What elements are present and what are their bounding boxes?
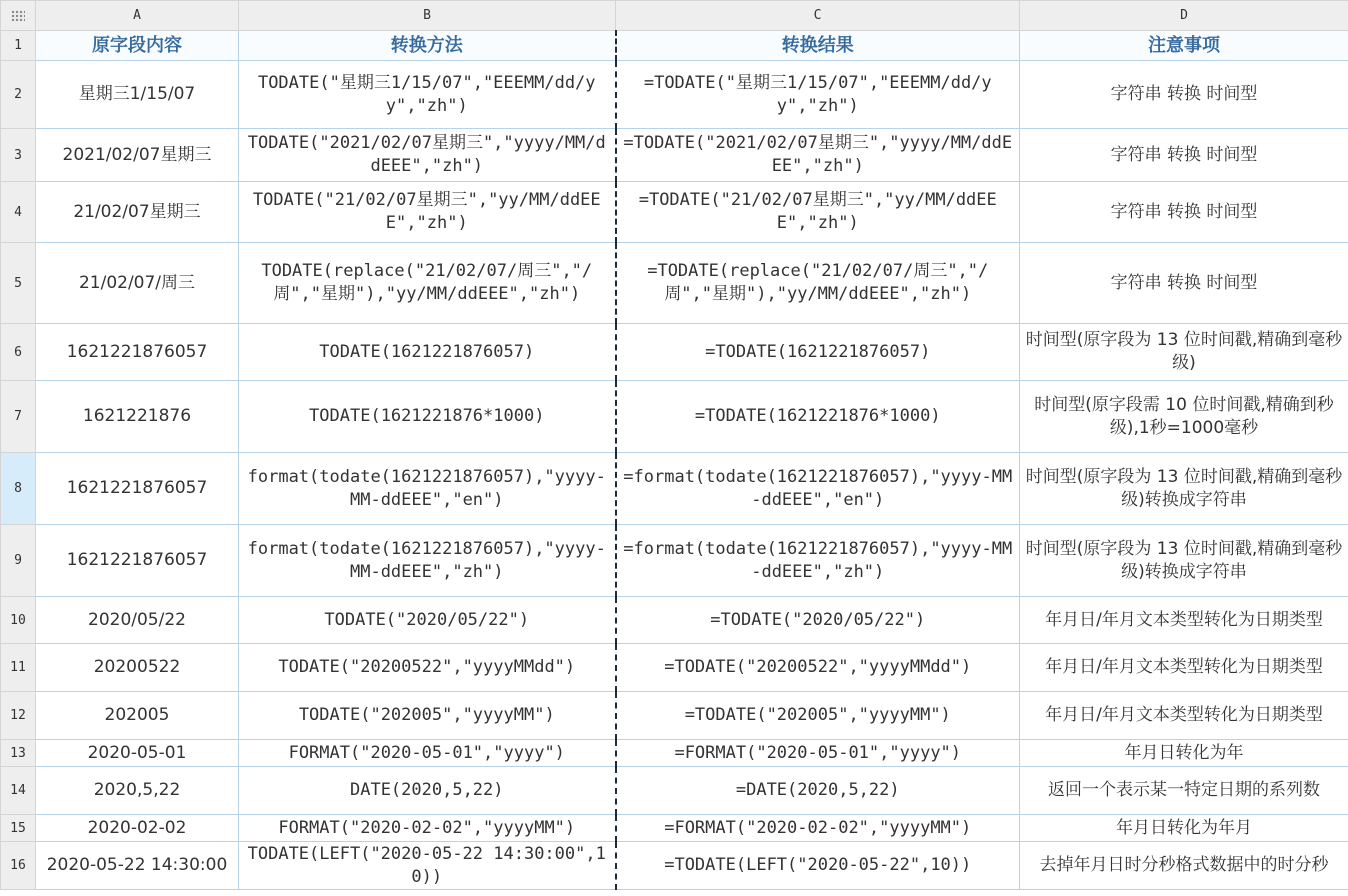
table-row (1, 243, 1348, 324)
cell-method[interactable]: TODATE(replace("21/02/07/周三","/周","星期"),"yy/MM/ddEEE","zh") (239, 243, 616, 324)
cell-method[interactable]: FORMAT("2020-05-01","yyyy") (239, 740, 616, 767)
cell-result[interactable]: =format(todate(1621221876057),"yyyy-MM-ddEEE","en") (616, 453, 1020, 525)
cell-notes[interactable]: 年月日转化为年 (1020, 740, 1348, 767)
cell-original[interactable]: 2020-02-02 (36, 815, 239, 842)
table-row (1, 129, 1348, 182)
cell-result[interactable]: =TODATE(replace("21/02/07/周三","/周","星期"),"yy/MM/ddEEE","zh") (616, 243, 1020, 324)
cell-original[interactable]: 20200522 (36, 644, 239, 692)
grid-menu-icon[interactable] (11, 10, 25, 21)
cell-original[interactable]: 2020-05-01 (36, 740, 239, 767)
row-header[interactable]: 5 (1, 243, 36, 324)
cell-result[interactable]: =TODATE("2021/02/07星期三","yyyy/MM/ddEEE","zh") (616, 129, 1020, 182)
table-row (1, 740, 1348, 767)
cell-method[interactable]: TODATE("星期三1/15/07","EEEMM/dd/yy","zh") (239, 61, 616, 129)
row-header[interactable]: 8 (1, 453, 36, 525)
cell-result[interactable]: =TODATE("2020/05/22") (616, 597, 1020, 644)
cell-original[interactable]: 2021/02/07星期三 (36, 129, 239, 182)
column-header-row (1, 1, 1348, 31)
row-header[interactable]: 14 (1, 767, 36, 815)
row-header[interactable]: 4 (1, 182, 36, 243)
cell-result[interactable]: =TODATE("星期三1/15/07","EEEMM/dd/yy","zh") (616, 61, 1020, 129)
table-row (1, 815, 1348, 842)
cell-notes[interactable]: 年月日转化为年月 (1020, 815, 1348, 842)
cell-method[interactable]: format(todate(1621221876057),"yyyy-MM-ddEEE","en") (239, 453, 616, 525)
header-cell-result[interactable]: 转换结果 (616, 31, 1020, 61)
table-row (1, 453, 1348, 525)
cell-method[interactable]: TODATE("21/02/07星期三","yy/MM/ddEEE","zh") (239, 182, 616, 243)
cell-original[interactable]: 星期三1/15/07 (36, 61, 239, 129)
header-cell-original[interactable]: 原字段内容 (36, 31, 239, 61)
table-row (1, 644, 1348, 692)
cell-notes[interactable]: 年月日/年月文本类型转化为日期类型 (1020, 692, 1348, 740)
cell-method[interactable]: TODATE("202005","yyyyMM") (239, 692, 616, 740)
cell-notes[interactable]: 字符串 转换 时间型 (1020, 129, 1348, 182)
cell-method[interactable]: TODATE(1621221876*1000) (239, 381, 616, 453)
cell-result[interactable]: =TODATE("202005","yyyyMM") (616, 692, 1020, 740)
table-row (1, 692, 1348, 740)
table-row (1, 525, 1348, 597)
row-header[interactable]: 12 (1, 692, 36, 740)
table-row (1, 182, 1348, 243)
cell-original[interactable]: 2020,5,22 (36, 767, 239, 815)
cell-method[interactable]: FORMAT("2020-02-02","yyyyMM") (239, 815, 616, 842)
cell-notes[interactable]: 字符串 转换 时间型 (1020, 61, 1348, 129)
cell-notes[interactable]: 年月日/年月文本类型转化为日期类型 (1020, 597, 1348, 644)
table-row (1, 381, 1348, 453)
cell-method[interactable]: TODATE("20200522","yyyyMMdd") (239, 644, 616, 692)
cell-notes[interactable]: 时间型(原字段为 13 位时间戳,精确到毫秒级)转换成字符串 (1020, 525, 1348, 597)
cell-method[interactable]: format(todate(1621221876057),"yyyy-MM-ddEEE","zh") (239, 525, 616, 597)
cell-notes[interactable]: 返回一个表示某一特定日期的系列数 (1020, 767, 1348, 815)
cell-method[interactable]: TODATE(LEFT("2020-05-22 14:30:00",10)) (239, 842, 616, 890)
cell-original[interactable]: 21/02/07星期三 (36, 182, 239, 243)
cell-method[interactable]: TODATE("2021/02/07星期三","yyyy/MM/ddEEE","zh") (239, 129, 616, 182)
row-header[interactable]: 6 (1, 324, 36, 381)
table-row (1, 597, 1348, 644)
row-header[interactable]: 10 (1, 597, 36, 644)
cell-notes[interactable]: 时间型(原字段为 13 位时间戳,精确到毫秒级)转换成字符串 (1020, 453, 1348, 525)
cell-original[interactable]: 1621221876057 (36, 453, 239, 525)
cell-notes[interactable]: 去掉年月日时分秒格式数据中的时分秒 (1020, 842, 1348, 890)
cell-method[interactable]: DATE(2020,5,22) (239, 767, 616, 815)
cell-notes[interactable]: 时间型(原字段需 10 位时间戳,精确到秒级),1秒=1000毫秒 (1020, 381, 1348, 453)
row-header[interactable]: 13 (1, 740, 36, 767)
column-header-b[interactable]: B (239, 1, 616, 31)
row-header[interactable]: 7 (1, 381, 36, 453)
select-all-corner[interactable] (1, 1, 36, 31)
row-header[interactable]: 15 (1, 815, 36, 842)
cell-method[interactable]: TODATE("2020/05/22") (239, 597, 616, 644)
cell-result[interactable]: =TODATE("20200522","yyyyMMdd") (616, 644, 1020, 692)
cell-original[interactable]: 202005 (36, 692, 239, 740)
table-row (1, 842, 1348, 890)
table-row (1, 61, 1348, 129)
header-cell-method[interactable]: 转换方法 (239, 31, 616, 61)
cell-notes[interactable]: 年月日/年月文本类型转化为日期类型 (1020, 644, 1348, 692)
cell-notes[interactable]: 字符串 转换 时间型 (1020, 243, 1348, 324)
cell-original[interactable]: 1621221876057 (36, 525, 239, 597)
cell-notes[interactable]: 字符串 转换 时间型 (1020, 182, 1348, 243)
column-header-a[interactable]: A (36, 1, 239, 31)
row-header[interactable]: 9 (1, 525, 36, 597)
cell-method[interactable]: TODATE(1621221876057) (239, 324, 616, 381)
table-row (1, 767, 1348, 815)
row-header[interactable]: 1 (1, 31, 36, 61)
cell-result[interactable]: =DATE(2020,5,22) (616, 767, 1020, 815)
row-header[interactable]: 11 (1, 644, 36, 692)
cell-result[interactable]: =format(todate(1621221876057),"yyyy-MM-ddEEE","zh") (616, 525, 1020, 597)
cell-original[interactable]: 21/02/07/周三 (36, 243, 239, 324)
cell-original[interactable]: 2020-05-22 14:30:00 (36, 842, 239, 890)
column-header-c[interactable]: C (616, 1, 1020, 31)
row-header[interactable]: 3 (1, 129, 36, 182)
cell-result[interactable]: =TODATE(LEFT("2020-05-22",10)) (616, 842, 1020, 890)
cell-original[interactable]: 1621221876 (36, 381, 239, 453)
column-header-d[interactable]: D (1020, 1, 1348, 31)
cell-result[interactable]: =FORMAT("2020-05-01","yyyy") (616, 740, 1020, 767)
table-row (1, 324, 1348, 381)
cell-result[interactable]: =TODATE(1621221876*1000) (616, 381, 1020, 453)
cell-notes[interactable]: 时间型(原字段为 13 位时间戳,精确到毫秒级) (1020, 324, 1348, 381)
cell-result[interactable]: =FORMAT("2020-02-02","yyyyMM") (616, 815, 1020, 842)
row-header[interactable]: 2 (1, 61, 36, 129)
cell-result[interactable]: =TODATE("21/02/07星期三","yy/MM/ddEEE","zh") (616, 182, 1020, 243)
row-header[interactable]: 16 (1, 842, 36, 890)
header-cell-notes[interactable]: 注意事项 (1020, 31, 1348, 61)
table-row (1, 31, 1348, 61)
cell-result[interactable]: =TODATE(1621221876057) (616, 324, 1020, 381)
cell-original[interactable]: 2020/05/22 (36, 597, 239, 644)
cell-original[interactable]: 1621221876057 (36, 324, 239, 381)
